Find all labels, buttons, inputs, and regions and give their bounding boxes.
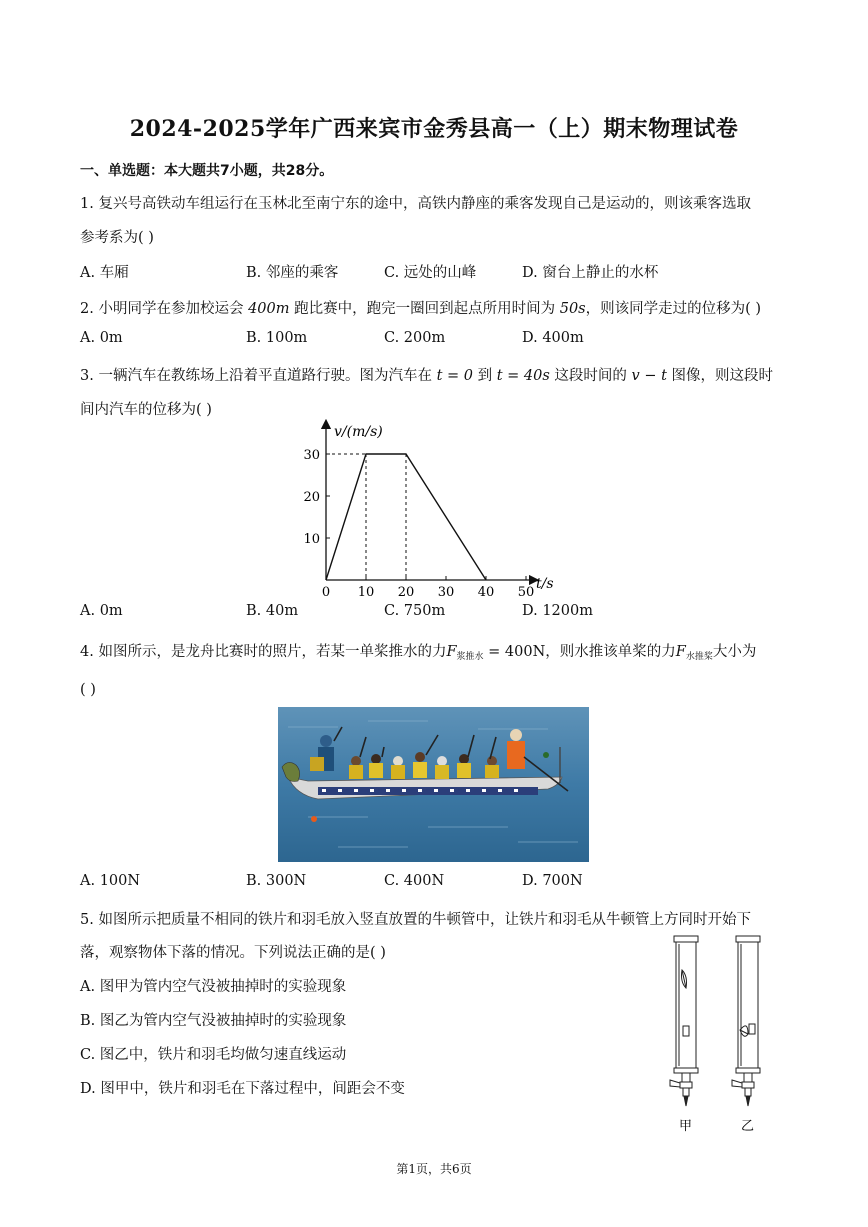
x-tick-label: 50 bbox=[517, 585, 535, 598]
q4-option-b: B. 300N bbox=[246, 873, 307, 889]
q2-option-b: B. 100m bbox=[246, 330, 308, 346]
q4-text-line2: ( ) bbox=[80, 682, 96, 698]
section-heading: 一、单选题：本大题共7小题，共28分。 bbox=[80, 163, 334, 179]
q2-text-part3: ，则该同学走过的位移为( ) bbox=[585, 301, 762, 317]
q1-option-b: B. 邻座的乘客 bbox=[246, 265, 339, 281]
q5-option-a: A. 图甲为管内空气没被抽掉时的实验现象 bbox=[80, 979, 347, 995]
q3-time-end: t = 40s bbox=[496, 368, 550, 384]
y-tick-label: 10 bbox=[303, 532, 320, 547]
x-tick-label: 40 bbox=[477, 585, 495, 598]
q2-option-a: A. 0m bbox=[80, 330, 123, 346]
x-tick-label: 0 bbox=[321, 585, 331, 598]
page-title: 2024-2025学年广西来宾市金秀县高一（上）期末物理试卷 bbox=[129, 116, 739, 142]
q3-option-a: A. 0m bbox=[80, 603, 123, 619]
q2-distance: 400m bbox=[248, 301, 290, 317]
q1-text-line1: 1. 复兴号高铁动车组运行在玉林北至南宁东的途中，高铁内静座的乘客发现自己是运动的，则该乘客选取 bbox=[80, 196, 751, 212]
q3-text-part3: 这段时间的 bbox=[549, 368, 632, 384]
q3-text-line1 bbox=[80, 364, 773, 385]
q2-option-c: C. 200m bbox=[384, 330, 446, 346]
q3-vt: v − t bbox=[631, 368, 667, 384]
q2-option-d: D. 400m bbox=[522, 330, 584, 346]
newton-tubes-figure bbox=[660, 930, 780, 1140]
x-tick-label: 30 bbox=[437, 585, 455, 598]
tube-jia bbox=[670, 936, 698, 1106]
q3-text-part1: 3. 一辆汽车在教练场上沿着平直道路行驶。图为汽车在 bbox=[80, 368, 437, 384]
q4-text-line1 bbox=[80, 640, 756, 662]
q5-text-line1: 5. 如图所示把质量不相同的铁片和羽毛放入竖直放置的牛顿管中，让铁片和羽毛从牛顿管上方同时开始下 bbox=[80, 912, 751, 928]
y-axis-label: v/(m/s) bbox=[334, 424, 383, 440]
q3-option-b: B. 40m bbox=[246, 603, 299, 619]
tube-label-yi: 乙 bbox=[741, 1119, 755, 1134]
q1-option-d: D. 窗台上静止的水杯 bbox=[522, 265, 659, 281]
q5-option-b: B. 图乙为管内空气没被抽掉时的实验现象 bbox=[80, 1013, 347, 1029]
x-tick-label: 20 bbox=[397, 585, 415, 598]
x-axis-label: t/s bbox=[536, 576, 554, 592]
q4-option-a: A. 100N bbox=[80, 873, 141, 889]
q4-text-part2: = 400N，则水推该单桨的力 bbox=[483, 644, 676, 660]
q4-force2: F bbox=[675, 644, 686, 660]
q4-option-d: D. 700N bbox=[522, 873, 583, 889]
q4-force1: F bbox=[446, 644, 457, 660]
q2-text bbox=[80, 297, 761, 318]
dragon-boat-photo bbox=[278, 707, 589, 862]
q5-option-c: C. 图乙中，铁片和羽毛均做匀速直线运动 bbox=[80, 1047, 347, 1063]
q3-time-start: t = 0 bbox=[436, 368, 473, 384]
q5-text-line2: 落，观察物体下落的情况。下列说法正确的是( ) bbox=[80, 945, 386, 961]
q3-vt-graph bbox=[290, 418, 570, 598]
q1-option-c: C. 远处的山峰 bbox=[384, 265, 477, 281]
page-footer: 第1页，共6页 bbox=[396, 1162, 472, 1176]
tube-label-jia: 甲 bbox=[679, 1119, 693, 1134]
tube-yi bbox=[732, 936, 760, 1106]
q4-force1-sub: 浆推水 bbox=[456, 652, 484, 662]
q1-option-a: A. 车厢 bbox=[80, 265, 129, 281]
y-tick-label: 20 bbox=[303, 490, 320, 505]
q3-text-part2: 到 bbox=[472, 368, 497, 384]
q3-text-line2: 间内汽车的位移为( ) bbox=[80, 402, 212, 418]
x-tick-label: 10 bbox=[357, 585, 375, 598]
q1-text-line2: 参考系为( ) bbox=[80, 230, 154, 246]
q2-text-part1: 2. 小明同学在参加校运会 bbox=[80, 301, 249, 317]
q4-force2-sub: 水推桨 bbox=[685, 652, 713, 662]
q3-text-part4: 图像，则这段时 bbox=[666, 368, 774, 384]
q4-text-part3: 大小为 bbox=[712, 644, 757, 660]
q2-text-part2: 跑比赛中，跑完一圈回到起点所用时间为 bbox=[289, 301, 560, 317]
q4-option-c: C. 400N bbox=[384, 873, 445, 889]
q2-time: 50s bbox=[559, 301, 586, 317]
y-tick-label: 30 bbox=[303, 448, 320, 463]
q3-option-c: C. 750m bbox=[384, 603, 446, 619]
q3-option-d: D. 1200m bbox=[522, 603, 593, 619]
q4-text-part1: 4. 如图所示，是龙舟比赛时的照片，若某一单桨推水的力 bbox=[80, 644, 447, 660]
q5-option-d: D. 图甲中，铁片和羽毛在下落过程中，间距会不变 bbox=[80, 1081, 405, 1097]
